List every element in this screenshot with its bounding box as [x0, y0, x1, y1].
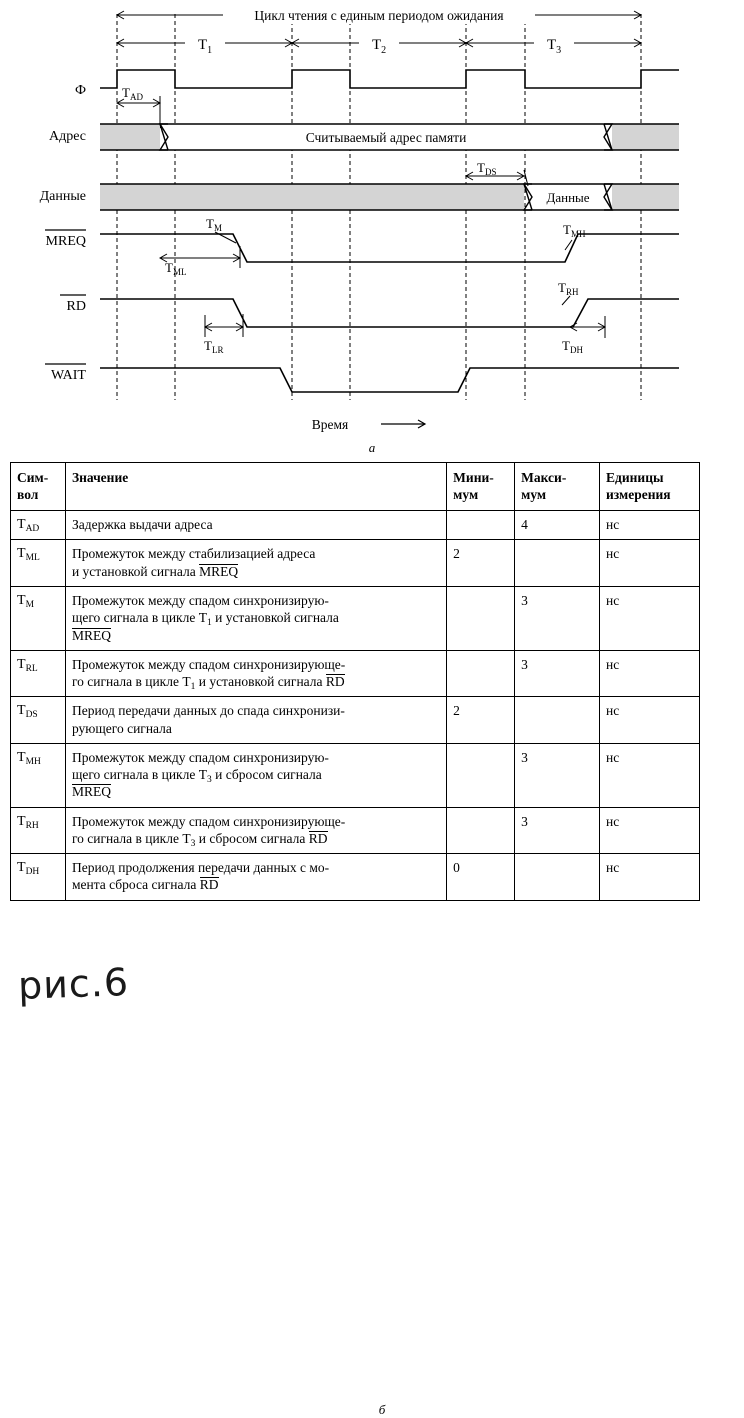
cell-min	[447, 807, 515, 854]
header-units-l2: измерения	[606, 487, 671, 503]
cell-min	[447, 586, 515, 650]
description-text: и установкой сигнала	[195, 674, 326, 690]
handwritten-note: рис.6	[17, 960, 130, 1008]
description-text: Период продолжения передачи данных с мо-	[71, 860, 330, 876]
cell-description	[65, 743, 446, 807]
overlined-signal: MREQ	[71, 627, 111, 643]
description-text: мента сброса сигнала	[71, 877, 200, 893]
symbol-subscript: ML	[25, 553, 40, 564]
signal-label-clock: Ф	[74, 83, 86, 98]
symbol-subscript: RH	[25, 820, 39, 831]
table-row	[11, 510, 700, 540]
marker-label-tlr: $T_{LR}$	[204, 338, 224, 355]
cell-units: нс	[600, 540, 700, 587]
marker-label-tdh: $T_{DH}$	[562, 338, 583, 355]
symbol-subscript: M	[25, 599, 35, 610]
table-body	[11, 510, 700, 900]
cell-max: 3	[515, 650, 600, 697]
cell-max: 4	[515, 510, 600, 540]
cell-units: нс	[600, 697, 700, 744]
description-text: и установкой сигнала	[211, 610, 339, 626]
cell-units: нс	[600, 586, 700, 650]
timing-diagram	[0, 0, 744, 455]
symbol-subscript: DH	[25, 867, 40, 878]
cell-min: 2	[447, 697, 515, 744]
cell-min: 2	[447, 540, 515, 587]
symbol-subscript: AD	[25, 523, 40, 534]
figure-caption-a: а	[368, 440, 376, 455]
cell-max	[515, 697, 600, 744]
cell-description	[65, 540, 446, 587]
cell-symbol	[11, 807, 66, 854]
header-symbol-l1: Сим-	[17, 470, 49, 485]
cell-description	[65, 854, 446, 901]
table-row	[11, 586, 700, 650]
diagram-title: Цикл чтения с единым периодом ожидания	[254, 8, 504, 23]
time-axis-arrow	[381, 420, 425, 428]
overlined-signal: MREQ	[71, 784, 111, 800]
cell-description	[65, 586, 446, 650]
marker-tlr	[205, 314, 243, 337]
cell-description	[65, 650, 446, 697]
cell-max	[515, 540, 600, 587]
symbol-base: T	[17, 860, 26, 876]
symbol-subscript: MH	[25, 756, 41, 767]
cell-symbol	[11, 650, 66, 697]
description-text: Промежуток между спадом синхронизирую-	[71, 592, 329, 608]
cell-symbol	[11, 743, 66, 807]
overlined-signal: RD	[325, 674, 345, 690]
header-min	[447, 463, 515, 511]
subscript-text: 1	[190, 682, 196, 693]
marker-trh	[562, 296, 570, 305]
time-axis-label: Время	[311, 417, 349, 432]
table-header-row	[11, 463, 700, 511]
signal-label-wait: WAIT	[51, 368, 86, 383]
header-units	[600, 463, 700, 511]
cell-min	[447, 743, 515, 807]
description-text: Промежуток между стабилизацией адреса	[71, 546, 316, 562]
marker-label-trh: $T_{RH}$	[558, 280, 579, 297]
symbol-base: T	[17, 703, 26, 719]
cell-min	[447, 510, 515, 540]
symbol-base: T	[17, 592, 26, 608]
marker-label-tm: $T_M$	[206, 216, 222, 233]
header-symbol-l2: вол	[17, 487, 39, 503]
symbol-subscript: RL	[25, 663, 38, 674]
subscript-text: 3	[206, 775, 212, 786]
wait-waveform	[100, 368, 679, 392]
subscript-text: 1	[206, 618, 212, 629]
data-bus	[100, 184, 679, 210]
header-min-l1: Мини-	[453, 470, 494, 485]
table-row	[11, 854, 700, 901]
data-bus-label: Данные	[546, 190, 590, 205]
header-max	[515, 463, 600, 511]
rd-waveform	[100, 299, 679, 327]
description-text: Период передачи данных до спада синхронизи-	[71, 703, 345, 719]
symbol-base: T	[17, 656, 26, 672]
marker-label-tds: $T_{DS}$	[477, 160, 497, 177]
parameters-table	[10, 462, 700, 901]
header-meaning: Значение	[65, 463, 446, 511]
figure-caption-b: б	[378, 1402, 386, 1417]
description-text: го сигнала в цикле T	[71, 830, 191, 846]
description-text: Промежуток между спадом синхронизирующе-	[71, 656, 346, 672]
cell-description	[65, 510, 446, 540]
cell-units: нс	[600, 854, 700, 901]
description-text: Промежуток между спадом синхронизирую-	[71, 749, 329, 765]
header-max-l2: мум	[521, 487, 547, 503]
symbol-subscript: DS	[25, 710, 38, 721]
header-min-l2: мум	[453, 487, 479, 503]
cell-units: нс	[600, 650, 700, 697]
symbol-base: T	[17, 749, 26, 765]
table-row	[11, 650, 700, 697]
cell-symbol	[11, 510, 66, 540]
description-text: щего сигнала в цикле T	[71, 767, 207, 783]
description-text: и сбросом сигнала	[211, 767, 322, 783]
cell-symbol	[11, 540, 66, 587]
description-text: Промежуток между спадом синхронизирующе-	[71, 813, 346, 829]
header-units-l1: Единицы	[606, 470, 664, 485]
cell-min: 0	[447, 854, 515, 901]
signal-label-data: Данные	[39, 189, 86, 204]
subscript-text: 3	[190, 838, 196, 849]
cell-symbol	[11, 586, 66, 650]
description-text: и сбросом сигнала	[195, 830, 309, 846]
table-row	[11, 807, 700, 854]
marker-label-tml: $T_{ML}$	[165, 260, 187, 277]
signal-label-address: Адрес	[48, 129, 86, 144]
marker-label-tad: $T_{AD}$	[122, 85, 143, 102]
cell-units: нс	[600, 807, 700, 854]
clock-waveform	[100, 70, 679, 88]
cell-min	[447, 650, 515, 697]
description-text: щего сигнала в цикле T	[71, 610, 207, 626]
cell-max	[515, 854, 600, 901]
table-row	[11, 697, 700, 744]
cell-symbol	[11, 854, 66, 901]
table-row	[11, 743, 700, 807]
signal-label-rd: RD	[66, 299, 86, 314]
header-max-l1: Макси-	[521, 470, 567, 485]
cell-units: нс	[600, 510, 700, 540]
timing-diagram-svg	[0, 0, 744, 440]
description-text: Задержка выдачи адреса	[71, 516, 213, 532]
phase-label-t3: $T_3$	[547, 37, 562, 56]
overlined-signal: MREQ	[199, 563, 239, 579]
cell-units: нс	[600, 743, 700, 807]
signal-label-mreq: MREQ	[45, 234, 86, 249]
cell-description	[65, 807, 446, 854]
marker-label-tmh: $T_{MH}$	[563, 222, 586, 239]
description-text: рующего сигнала	[71, 720, 172, 736]
cell-symbol	[11, 697, 66, 744]
address-bus-label: Считываемый адрес памяти	[305, 130, 467, 145]
symbol-base: T	[17, 516, 26, 532]
description-text: го сигнала в цикле T	[71, 674, 191, 690]
header-symbol	[11, 463, 66, 511]
overlined-signal: RD	[199, 877, 219, 893]
cell-max: 3	[515, 743, 600, 807]
marker-tdh	[570, 316, 605, 338]
phase-label-t1: $T_1$	[198, 37, 213, 56]
symbol-base: T	[17, 813, 26, 829]
table-row	[11, 540, 700, 587]
description-text: и установкой сигнала	[71, 563, 200, 579]
symbol-base: T	[17, 546, 26, 562]
cell-max: 3	[515, 586, 600, 650]
cell-max: 3	[515, 807, 600, 854]
cell-description	[65, 697, 446, 744]
overlined-signal: RD	[308, 830, 328, 846]
phase-label-t2: $T_2$	[372, 37, 387, 56]
